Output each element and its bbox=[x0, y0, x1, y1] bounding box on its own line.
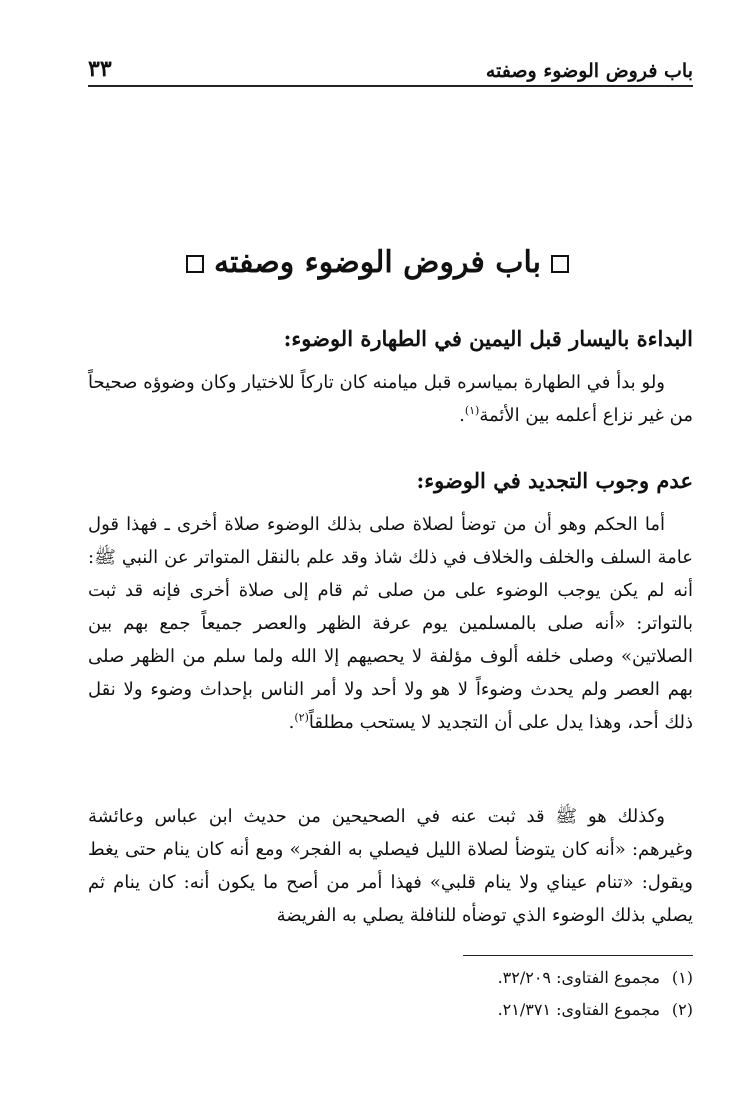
section-heading: عدم وجوب التجديد في الوضوء: bbox=[416, 468, 693, 493]
footnote-text: مجموع الفتاوى: ٣٢/٢٠٩. bbox=[497, 968, 660, 987]
header-rule bbox=[88, 85, 693, 87]
section-heading: البداءة باليسار قبل اليمين في الطهارة الوضوء: bbox=[283, 326, 693, 351]
footnote-marker: (٢) bbox=[671, 1000, 693, 1019]
ornament-box-icon bbox=[186, 255, 204, 273]
footnote bbox=[88, 962, 693, 994]
footnotes bbox=[88, 962, 693, 1026]
running-header-title: باب فروض الوضوء وصفته bbox=[485, 60, 693, 82]
body-paragraph bbox=[88, 800, 693, 932]
paragraph-text: ولو بدأ في الطهارة بمياسره قبل ميامنه كان تاركاً للاختيار وكان وضوؤه صحيحاً من غير نزاع أعلمه بين الأئمة bbox=[88, 372, 693, 426]
footnote-rule bbox=[463, 955, 693, 956]
paragraph-text: وكذلك هو ﷺ قد ثبت عنه في الصحيحين من حديث ابن عباس وعائشة وغيرهم: «أنه كان يتوضأ لصلاة الليل فيصلي به الفجر» ومع أنه كان ينام حتى يغط ويقول: «تنام عيناي ولا ينام قلبي» فهذا أمر من أصح ما يكون أنه: كان ينام ثم يصلي بذلك الوضوء الذي توضأه للنافلة يصلي به الفريضة bbox=[88, 806, 693, 926]
body-paragraph bbox=[88, 366, 693, 432]
paragraph-text: أما الحكم وهو أن من توضأ لصلاة صلى بذلك الوضوء صلاة أخرى ـ فهذا قول عامة السلف والخلف والخلاف في ذلك شاذ وقد علم بالنقل المتواتر عن النبي ﷺ: أنه لم يكن يوجب الوضوء على من صلى ثم قام إلى صلاة أخرى فإنه قد ثبت بالتواتر: «أنه صلى بالمسلمين يوم عرفة الظهر والعصر جميعاً جمع بهم بين الصلاتين» وصلى خلفه ألوف مؤلفة لا يحصيهم إلا الله ولما سلم من الظهر صلى بهم العصر ولم يحدث وضوءاً لا هو ولا أحد ولا أمر الناس بإحداث وضوء ولا نقل ذلك أحد، وهذا يدل على أن التجديد لا يستحب مطلقاً bbox=[88, 514, 693, 733]
chapter-title-text: باب فروض الوضوء وصفته bbox=[213, 245, 542, 280]
footnote-reference[interactable]: (١) bbox=[464, 404, 480, 417]
page-number: ٣٣ bbox=[88, 56, 112, 82]
footnote-reference[interactable]: (٢) bbox=[294, 711, 309, 724]
ornament-box-icon bbox=[551, 255, 569, 273]
paragraph-end: . bbox=[459, 405, 465, 426]
footnote bbox=[88, 994, 693, 1026]
chapter-title bbox=[0, 240, 755, 286]
footnote-marker: (١) bbox=[671, 968, 693, 987]
body-paragraph bbox=[88, 508, 693, 739]
paragraph-end: . bbox=[288, 712, 295, 733]
footnote-text: مجموع الفتاوى: ٢١/٣٧١. bbox=[497, 1000, 660, 1019]
running-header bbox=[88, 48, 693, 82]
